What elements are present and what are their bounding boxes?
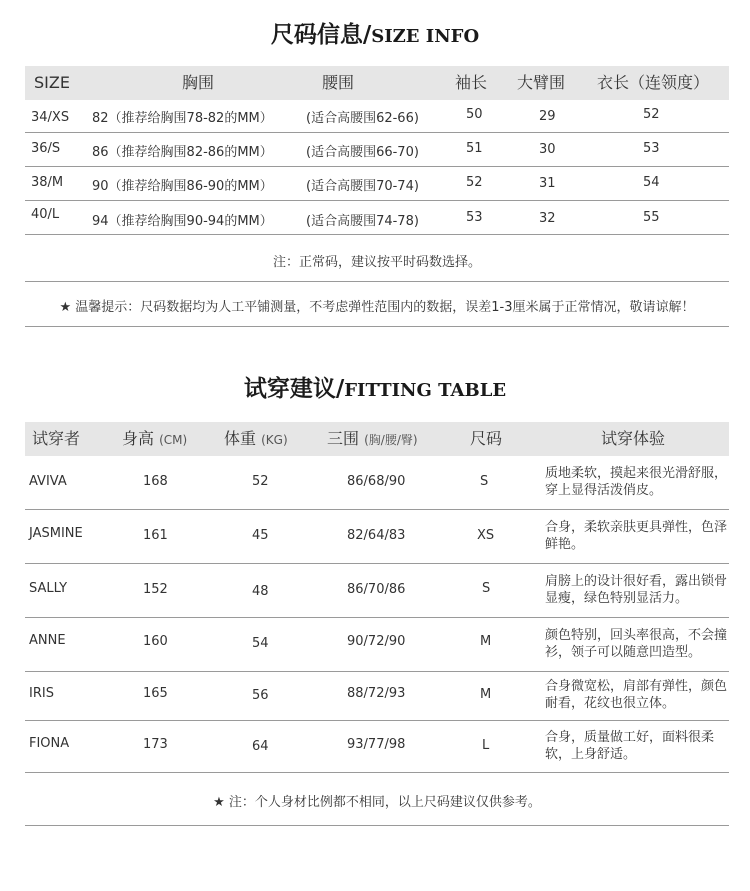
header-height <box>122 422 187 456</box>
wearer-cell: FIONA <box>29 736 70 751</box>
experience-cell: 合身，柔软亲肤更具弹性，色泽鲜艳。 <box>545 520 728 552</box>
table-row <box>25 133 729 167</box>
sleeve-cell: 51 <box>466 141 483 156</box>
chest-cell: 90（推荐给胸围86-90的MM） <box>92 179 273 194</box>
length-cell: 53 <box>643 141 660 156</box>
height-cell: 160 <box>143 634 168 649</box>
length-cell: 55 <box>643 210 660 225</box>
divider <box>25 825 729 826</box>
sleeve-cell: 50 <box>466 107 483 122</box>
fitting-title-cn: 试穿建议/ <box>243 376 345 402</box>
header-measure-unit: (胸/腰/臀) <box>364 433 418 447</box>
header-chest: 胸围 <box>182 73 215 92</box>
size-cell: 34/XS <box>31 110 70 125</box>
size-note: 注：正常码，建议按平时码数选择。 <box>272 255 481 270</box>
header-weight-unit: (KG) <box>261 433 288 447</box>
table-row <box>25 201 729 235</box>
height-cell: 165 <box>143 686 168 701</box>
weight-cell: 52 <box>252 474 269 489</box>
table-row <box>25 672 729 721</box>
weight-cell: 54 <box>252 636 269 651</box>
header-arm: 大臂围 <box>517 73 566 92</box>
sleeve-cell: 53 <box>466 210 483 225</box>
header-wearer: 试穿者 <box>32 429 81 448</box>
weight-cell: 64 <box>252 739 269 754</box>
header-size: 尺码 <box>470 429 503 448</box>
fitting-note: ★ 注：个人身材比例都不相同，以上尺码建议仅供参考。 <box>213 795 541 810</box>
size-cell: 38/M <box>31 175 64 190</box>
size-table-header <box>25 66 729 100</box>
experience-cell: 合身微宽松，肩部有弹性，颜色耐看，花纹也很立体。 <box>545 679 728 711</box>
waist-cell: (适合高腰围66-70) <box>306 145 419 160</box>
table-row <box>25 100 729 133</box>
header-sleeve: 袖长 <box>455 73 488 92</box>
measurement-tip: ★ 温馨提示：尺码数据均为人工平铺测量，不考虑弹性范围内的数据，误差1-3厘米属于正常情况，敬请谅解！ <box>59 300 695 315</box>
measure-cell: 82/64/83 <box>347 528 406 543</box>
divider <box>25 326 729 327</box>
wearer-cell: ANNE <box>29 633 66 648</box>
experience-cell: 合身，质量做工好，面料很柔软，上身舒适。 <box>545 730 715 762</box>
height-cell: 161 <box>143 528 168 543</box>
waist-cell: (适合高腰围70-74) <box>306 179 419 194</box>
waist-cell: (适合高腰围74-78) <box>306 214 419 229</box>
wearer-cell: JASMINE <box>29 526 83 541</box>
table-row <box>25 456 729 510</box>
header-weight <box>224 422 288 456</box>
arm-cell: 30 <box>539 142 556 157</box>
wearer-cell: IRIS <box>29 686 54 701</box>
header-measure <box>327 422 418 456</box>
wearer-cell: AVIVA <box>29 474 67 489</box>
header-measure-label: 三围 <box>327 429 360 448</box>
table-row <box>25 510 729 564</box>
table-row <box>25 167 729 201</box>
chest-cell: 86（推荐给胸围82-86的MM） <box>92 145 273 160</box>
size-info-title-en: SIZE INFO <box>371 26 480 47</box>
header-height-label: 身高 <box>122 429 155 448</box>
height-cell: 168 <box>143 474 168 489</box>
chest-cell: 94（推荐给胸围90-94的MM） <box>92 214 273 229</box>
experience-cell: 质地柔软，摸起来很光滑舒服，穿上显得活泼俏皮。 <box>545 466 728 498</box>
wearer-cell: SALLY <box>29 581 68 596</box>
size-table <box>25 66 729 236</box>
size-cell: S <box>482 581 491 596</box>
experience-cell: 肩膀上的设计很好看，露出锁骨显瘦，绿色特别显活力。 <box>545 574 728 606</box>
weight-cell: 56 <box>252 688 269 703</box>
weight-cell: 45 <box>252 528 269 543</box>
height-cell: 173 <box>143 737 168 752</box>
size-cell: M <box>480 634 492 649</box>
size-info-title-cn: 尺码信息/ <box>270 22 372 48</box>
size-cell: 40/L <box>31 207 60 222</box>
waist-cell: (适合高腰围62-66) <box>306 111 419 126</box>
experience-cell: 颜色特别，回头率很高，不会撞衫，领子可以随意凹造型。 <box>545 628 728 660</box>
sleeve-cell: 52 <box>466 175 483 190</box>
fitting-table <box>25 422 729 774</box>
size-cell: S <box>480 474 489 489</box>
size-cell: M <box>480 687 492 702</box>
chest-cell: 82（推荐给胸围78-82的MM） <box>92 111 273 126</box>
table-row <box>25 721 729 773</box>
header-size: SIZE <box>34 73 70 92</box>
header-weight-label: 体重 <box>224 429 257 448</box>
header-height-unit: (CM) <box>159 433 188 447</box>
fitting-table-header <box>25 422 729 456</box>
header-waist: 腰围 <box>322 73 355 92</box>
measure-cell: 86/68/90 <box>347 474 406 489</box>
measure-cell: 86/70/86 <box>347 582 406 597</box>
arm-cell: 31 <box>539 176 556 191</box>
arm-cell: 29 <box>539 109 556 124</box>
size-cell: L <box>482 738 490 753</box>
table-row <box>25 618 729 672</box>
size-cell: XS <box>477 528 495 543</box>
length-cell: 54 <box>643 175 660 190</box>
fitting-title <box>0 370 750 403</box>
fitting-title-en: FITTING TABLE <box>344 380 507 401</box>
table-row <box>25 564 729 618</box>
weight-cell: 48 <box>252 584 269 599</box>
size-cell: 36/S <box>31 141 61 156</box>
size-info-title <box>0 16 750 49</box>
height-cell: 152 <box>143 582 168 597</box>
length-cell: 52 <box>643 107 660 122</box>
header-experience: 试穿体验 <box>601 429 666 448</box>
divider <box>25 281 729 282</box>
arm-cell: 32 <box>539 211 556 226</box>
header-length: 衣长（连领度） <box>597 73 710 92</box>
measure-cell: 93/77/98 <box>347 737 406 752</box>
measure-cell: 88/72/93 <box>347 686 406 701</box>
measure-cell: 90/72/90 <box>347 634 406 649</box>
